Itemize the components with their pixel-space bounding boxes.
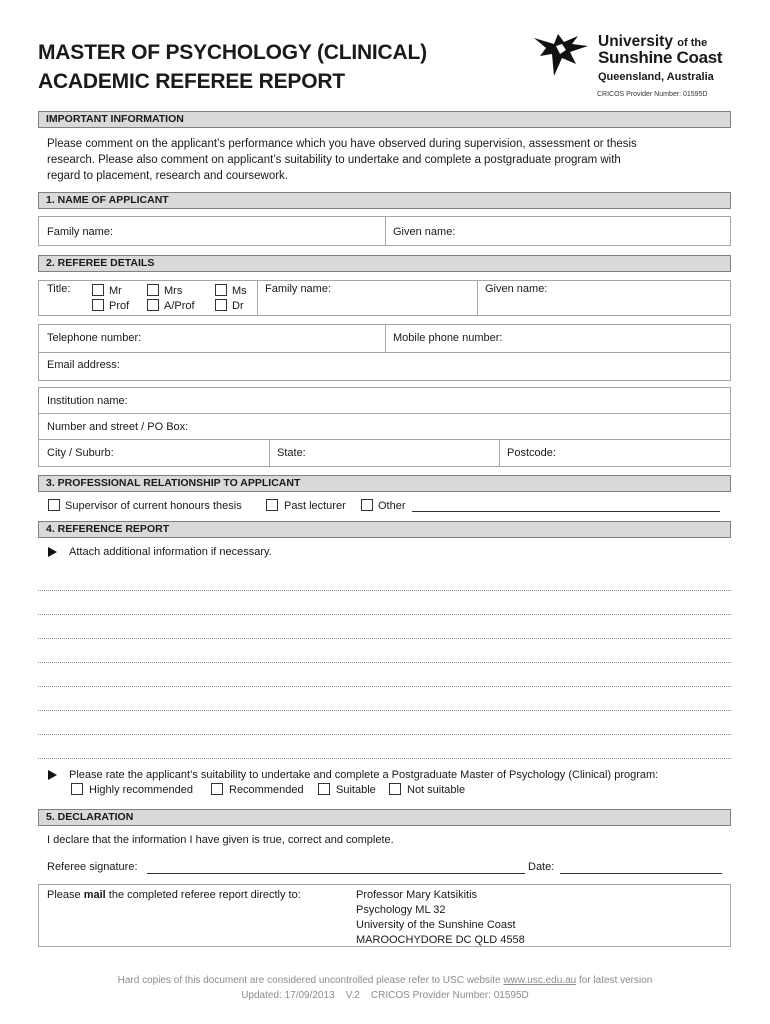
logo-location: Queensland, Australia [598,71,714,83]
declaration-text: I declare that the information I have given is true, correct and complete. [47,834,394,846]
highly-recommended-label: Highly recommended [89,784,193,796]
date-line[interactable] [560,873,722,874]
page-title [38,38,427,96]
section-3-heading: 3. PROFESSIONAL RELATIONSHIP TO APPLICANT [38,475,731,492]
title-ms-checkbox[interactable] [215,284,227,296]
title-prof-checkbox[interactable] [92,299,104,311]
telephone-field[interactable]: Telephone number: [47,332,142,344]
title-mrs-label: Mrs [164,285,183,297]
footer-line-2: Updated: 17/09/2013 V.2 CRICOS Provider Number: 01595D [241,990,529,1001]
recommended-label: Recommended [229,784,304,796]
referee-family-name-field[interactable]: Family name: [265,283,332,295]
section-4-heading: 4. REFERENCE REPORT [38,521,731,538]
section-2-heading: 2. REFEREE DETAILS [38,255,731,272]
section-5-heading: 5. DECLARATION [38,809,731,826]
not-suitable-checkbox[interactable] [389,783,401,795]
mobile-field[interactable]: Mobile phone number: [393,332,503,344]
suitable-label: Suitable [336,784,376,796]
important-line-2: research. Please also comment on applicant’s suitability to undertake and complete a postgraduate program with [47,154,621,166]
title-mrs-checkbox[interactable] [147,284,159,296]
postcode-field[interactable]: Postcode: [507,447,556,459]
logo-university: University of the [598,33,708,50]
recommended-checkbox[interactable] [211,783,223,795]
report-line[interactable] [38,662,731,663]
supervisor-checkbox[interactable] [48,499,60,511]
not-suitable-label: Not suitable [407,784,466,796]
referee-name-box [38,280,731,316]
address-line-4: MAROOCHYDORE DC QLD 4558 [356,934,525,946]
title-line-2: ACADEMIC REFEREE REPORT [38,70,345,93]
email-field[interactable]: Email address: [47,359,120,371]
attach-note: Attach additional information if necessary. [69,546,272,558]
mail-instruction: Please mail the completed referee report directly to: [47,889,301,901]
title-mr-checkbox[interactable] [92,284,104,296]
city-field[interactable]: City / Suburb: [47,447,114,459]
arrow-right-icon [48,770,57,780]
highly-recommended-checkbox[interactable] [71,783,83,795]
footer-line-1: Hard copies of this document are considered uncontrolled please refer to USC website www.usc.edu.au for latest version [117,975,653,986]
title-dr-checkbox[interactable] [215,299,227,311]
street-field[interactable]: Number and street / PO Box: [47,421,189,433]
important-line-1: Please comment on the applicant’s performance which you have observed during supervision, assessment or thesis [47,138,637,150]
report-line[interactable] [38,614,731,615]
title-prof-label: Prof [109,300,130,312]
supervisor-label: Supervisor of current honours thesis [65,500,242,512]
logo-sunshine-coast: Sunshine Coast [598,48,723,67]
title-aprof-checkbox[interactable] [147,299,159,311]
title-ms-label: Ms [232,285,247,297]
other-label: Other [378,500,406,512]
institution-field[interactable]: Institution name: [47,395,128,407]
title-aprof-label: A/Prof [164,300,195,312]
suitable-checkbox[interactable] [318,783,330,795]
applicant-family-name-field[interactable]: Family name: [47,226,114,238]
report-line[interactable] [38,638,731,639]
past-lecturer-label: Past lecturer [284,500,346,512]
address-line-2: Psychology ML 32 [356,904,446,916]
report-line[interactable] [38,710,731,711]
report-line[interactable] [38,758,731,759]
address-line-3: University of the Sunshine Coast [356,919,516,931]
state-field[interactable]: State: [277,447,306,459]
referee-given-name-field[interactable]: Given name: [485,283,548,295]
cricos-number: CRICOS Provider Number: 01595D [597,91,708,98]
signature-label: Referee signature: [47,861,138,873]
past-lecturer-checkbox[interactable] [266,499,278,511]
other-checkbox[interactable] [361,499,373,511]
usc-logo-mark-icon [532,34,592,78]
title-mr-label: Mr [109,285,122,297]
report-line[interactable] [38,590,731,591]
title-line-1: MASTER OF PSYCHOLOGY (CLINICAL) [38,41,427,64]
other-input-line[interactable] [412,511,720,512]
signature-line[interactable] [147,873,525,874]
address-line-1: Professor Mary Katsikitis [356,889,478,901]
usc-website-link[interactable]: www.usc.edu.au [503,975,577,986]
arrow-right-icon [48,547,57,557]
date-label: Date: [528,861,555,873]
report-line[interactable] [38,734,731,735]
rate-prompt: Please rate the applicant’s suitability to undertake and complete a Postgraduate Master of Psychology (Clinical) program: [69,769,659,781]
applicant-given-name-field[interactable]: Given name: [393,226,456,238]
important-line-3: regard to placement, research and coursework. [47,170,288,182]
report-line[interactable] [38,686,731,687]
title-label: Title: [47,283,71,295]
section-1-heading: 1. NAME OF APPLICANT [38,192,731,209]
title-dr-label: Dr [232,300,244,312]
important-info-heading: IMPORTANT INFORMATION [38,111,731,128]
